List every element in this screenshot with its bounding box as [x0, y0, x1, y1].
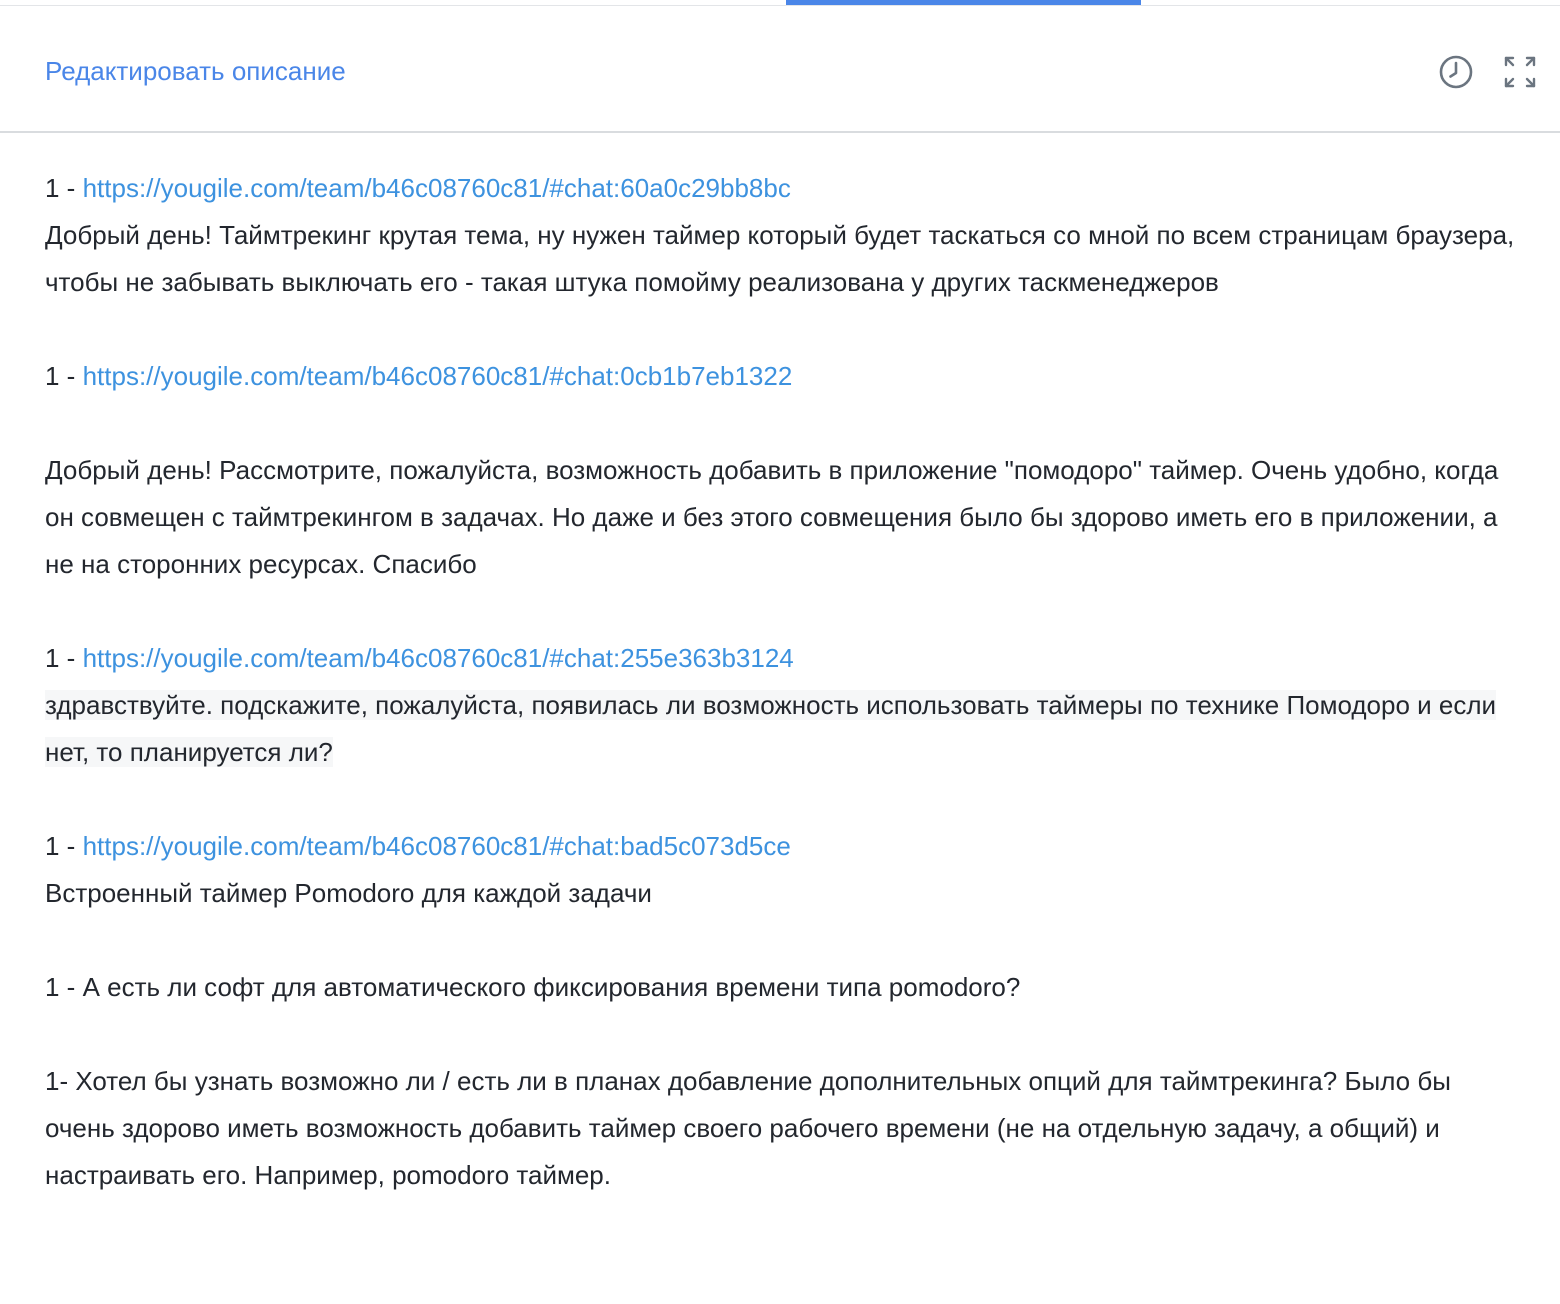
entry-text-block: [45, 682, 1525, 776]
entry-text: Добрый день! Рассмотрите, пожалуйста, возможность добавить в приложение "помодоро" таймер. Очень удобно, когда он совмещен с таймтрекингом в задачах. Но даже и без этого совмещения было бы здорово иметь его в приложении, а не на сторонних ресурсах. Спасибо: [45, 455, 1499, 579]
expand-button[interactable]: [1502, 54, 1538, 90]
entry-text: 1- Хотел бы узнать возможно ли / есть ли в планах добавление дополнительных опций для таймтрекинга? Было бы очень здорово иметь возможность добавить таймер своего рабочего времени (не на отдельную задачу, а общий) и настраивать его. Например, pomodoro таймер.: [45, 1066, 1451, 1190]
description-header: [0, 6, 1560, 131]
spacer: [45, 400, 1525, 447]
description-content: [45, 165, 1525, 1199]
spacer: [45, 1011, 1525, 1058]
spacer: [45, 776, 1525, 823]
entry-text: 1 - А есть ли софт для автоматического фиксирования времени типа pomodoro?: [45, 972, 1021, 1002]
entry-prefix: 1 -: [45, 831, 83, 861]
expand-icon: [1502, 54, 1538, 90]
bottom-fade: [0, 1240, 1560, 1304]
chat-link[interactable]: https://yougile.com/team/b46c08760c81/#chat:bad5c073d5ce: [82, 831, 791, 861]
edit-description-link[interactable]: Редактировать описание: [45, 56, 346, 86]
entry-link-line: [45, 635, 1525, 682]
chat-link[interactable]: https://yougile.com/team/b46c08760c81/#chat:0cb1b7eb1322: [82, 361, 793, 391]
chat-link[interactable]: https://yougile.com/team/b46c08760c81/#chat:255e363b3124: [82, 643, 794, 673]
history-button[interactable]: [1438, 54, 1474, 90]
spacer: [45, 306, 1525, 353]
entry-prefix: 1 -: [45, 173, 83, 203]
header-divider: [0, 131, 1560, 133]
chat-link[interactable]: https://yougile.com/team/b46c08760c81/#chat:60a0c29bb8bc: [82, 173, 791, 203]
entry-text: Встроенный таймер Pomodoro для каждой задачи: [45, 878, 652, 908]
entry-link-line: [45, 353, 1525, 400]
entry-text: здравствуйте. подскажите, пожалуйста, появилась ли возможность использовать таймеры по технике Помодоро и если нет, то планируется ли?: [45, 690, 1497, 767]
entry-text: Добрый день! Таймтрекинг крутая тема, ну нужен таймер который будет таскаться со мной по всем страницам браузера, чтобы не забывать выключать его - такая штука помойму реализована у других таскменеджеров: [45, 220, 1515, 297]
clock-icon: [1438, 54, 1474, 90]
entry-link-line: [45, 823, 1525, 870]
entry-prefix: 1 -: [45, 361, 83, 391]
spacer: [45, 917, 1525, 964]
entry-prefix: 1 -: [45, 643, 83, 673]
entry-link-line: [45, 165, 1525, 212]
spacer: [45, 588, 1525, 635]
